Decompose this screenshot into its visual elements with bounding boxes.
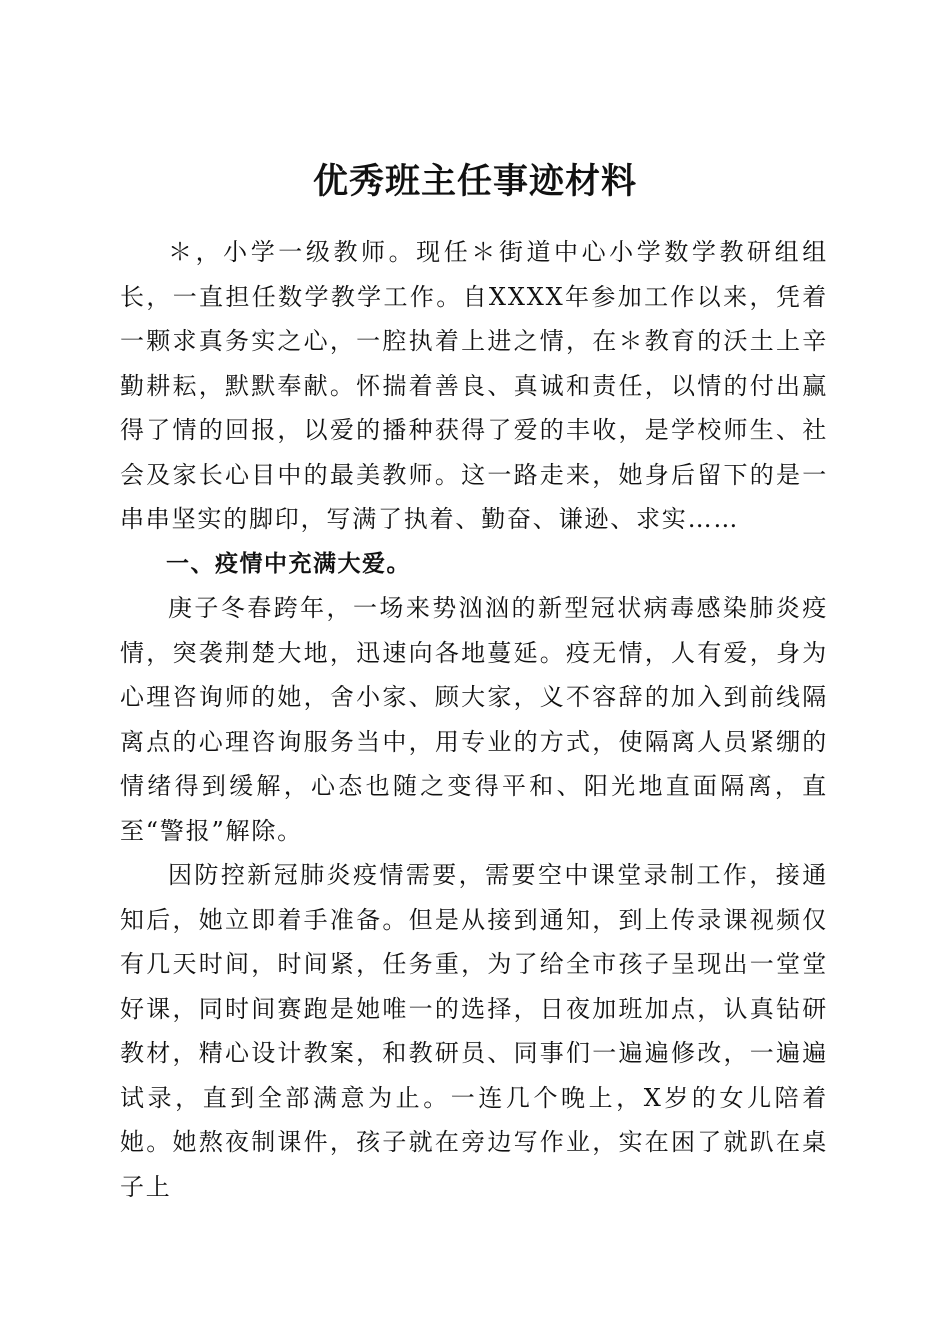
document-title: 优秀班主任事迹材料 bbox=[312, 161, 637, 203]
intro-paragraph: ＊，小学一级教师。现任＊街道中心小学数学教研组组长，一直担任数学教学工作。自XXXX年参加工作以来，凭着一颗求真务实之心，一腔执着上进之情，在＊教育的沃土上辛勤耕耘，默默奉献。怀揣着善良、真诚和责任，以情的付出赢得了情的回报，以爱的播种获得了爱的丰收，是学校师生、社会及家长心目中的最美教师。这一路走来，她身后留下的是一串串坚实的脚印，写满了执着、勤奋、谦逊、求实…… bbox=[120, 238, 828, 533]
section-paragraph-1: 庚子冬春跨年，一场来势汹汹的新型冠状病毒感染肺炎疫情，突袭荆楚大地，迅速向各地蔓延。疫无情，人有爱，身为心理咨询师的她，舍小家、顾大家，义不容辞的加入到前线隔离点的心理咨询服务当中，用专业的方式，使隔离人员紧绷的情绪得到缓解，心态也随之变得平和、阳光地直面隔离，直至“警报”解除。 bbox=[120, 594, 828, 845]
section-heading: 一、疫情中充满大爱。 bbox=[166, 550, 411, 577]
document-body bbox=[120, 230, 828, 1209]
section-paragraph-2: 因防控新冠肺炎疫情需要，需要空中课堂录制工作，接通知后，她立即着手准备。但是从接到通知，到上传录课视频仅有几天时间，时间紧，任务重，为了给全市孩子呈现出一堂堂好课，同时间赛跑是她唯一的选择，日夜加班加点，认真钻研教材，精心设计教案，和教研员、同事们一遍遍修改，一遍遍试录，直到全部满意为止。一连几个晚上，X岁的女儿陪着她。她熬夜制课件，孩子就在旁边写作业，实在困了就趴在桌子上 bbox=[120, 861, 828, 1201]
